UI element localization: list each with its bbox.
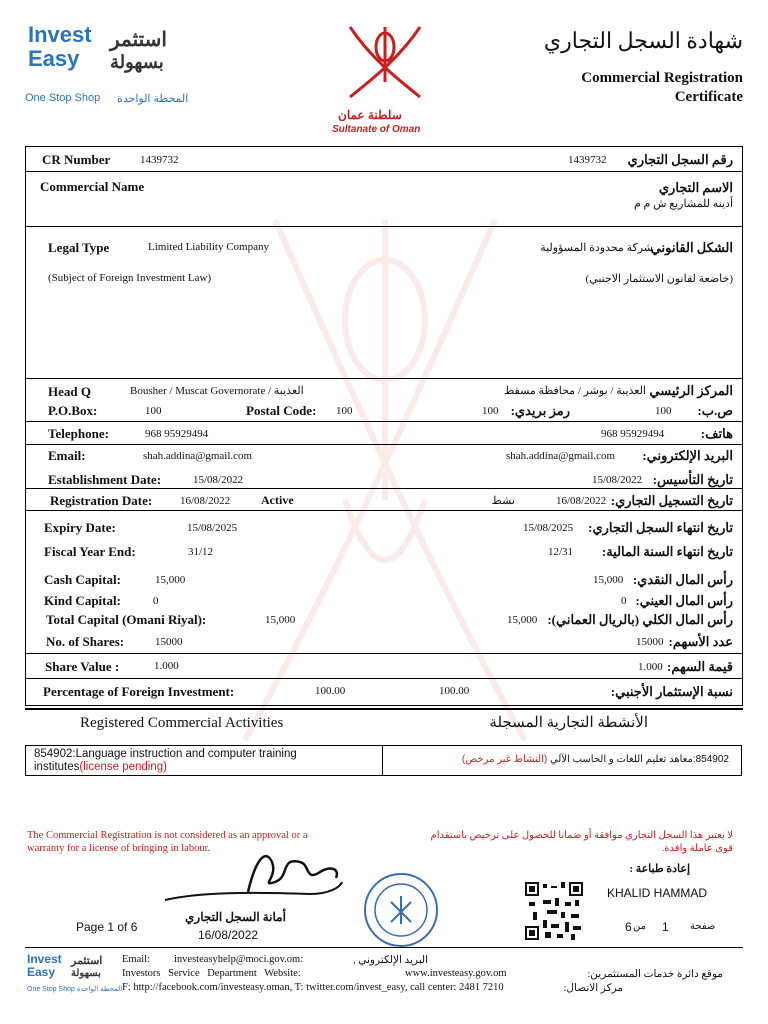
cr-number-label-ar: رقم السجل التجاري [627, 152, 733, 167]
telephone-value-ar: 968 95929494 [601, 428, 665, 440]
share-value-label-ar: قيمة السهم: [666, 659, 733, 674]
expiry-date-value-ar: 15/08/2025 [523, 522, 574, 534]
telephone-label-ar: هاتف: [700, 426, 733, 441]
email-label-ar: البريد الإلكتروني: [642, 448, 733, 463]
official-seal-icon [363, 872, 439, 948]
emblem-caption-ar: سلطنة عمان [338, 108, 402, 122]
logo-ar2: بسهولة [110, 52, 164, 72]
foreign-investment-label-ar: نسبة الإستثمار الأجنبي: [610, 684, 733, 699]
fiscal-year-value: 31/12 [188, 546, 214, 558]
disclaimer-en: The Commercial Registration is not considered as an approval or a warranty for a license of bringing in labour. [27, 830, 308, 854]
cash-capital-label-ar: رأس المال النقدي: [632, 572, 733, 587]
registration-date-label-ar: تاريخ التسجيل التجاري: [610, 493, 733, 508]
no-of-shares-value-ar: 15000 [636, 636, 664, 648]
activity-en-text: 854902:Language instruction and computer training institutes [34, 748, 297, 773]
establishment-date-label: Establishment Date: [48, 472, 162, 487]
email-value: shah.addina@gmail.com [143, 450, 253, 462]
logo-tag-en: One Stop Shop [25, 92, 101, 104]
postal-code-label-ar: رمز بريدي: [510, 403, 570, 418]
total-capital-value: 15,000 [265, 614, 296, 626]
headq-value-ar: العذيبة / بوشر / محافظة مسقط [504, 385, 646, 397]
footer-website-label: Investors Service Department Website: [122, 968, 301, 979]
title-en-line1: Commercial Registration [581, 70, 743, 86]
telephone-value: 968 95929494 [145, 428, 209, 440]
headq-value: Bousher / Muscat Governorate / العذيبة [130, 385, 304, 397]
registration-date-label: Registration Date: [50, 493, 153, 508]
footer-logo-tag-en: One Stop Shop [27, 986, 75, 993]
activities-title-en: Registered Commercial Activities [80, 715, 284, 731]
footer-logo-easy: Easy [27, 965, 56, 979]
status-active-ar: نشط [491, 495, 515, 507]
investeasy-logo [25, 22, 190, 112]
expiry-date-value: 15/08/2025 [187, 522, 238, 534]
fiscal-year-value-ar: 12/31 [548, 546, 574, 558]
telephone-label: Telephone: [48, 426, 109, 441]
legal-type-value: Limited Liability Company [148, 241, 269, 253]
cr-number-label: CR Number [42, 152, 111, 167]
kind-capital-label: Kind Capital: [44, 593, 121, 608]
footer-social[interactable]: F: http://facebook.com/investeasy.oman, T: twitter.com/invest_easy, call center: 2481 7210 [122, 982, 504, 993]
logo-easy: Easy [28, 46, 80, 71]
postal-code-label: Postal Code: [246, 403, 317, 418]
activity-ar-pending: (النشاط غير مرخص) [461, 754, 548, 765]
foreign-investment-value-ar: 100.00 [439, 685, 470, 697]
page-of-ar: من [633, 921, 646, 932]
pobox-label: P.O.Box: [48, 403, 98, 418]
commercial-name-label: Commercial Name [40, 179, 145, 194]
total-capital-label-ar: رأس المال الكلي (بالريال العماني): [547, 612, 733, 627]
page-number-en: Page 1 of 6 [76, 920, 138, 934]
status-active: Active [261, 493, 294, 507]
expiry-date-label: Expiry Date: [44, 520, 116, 535]
title-ar: شهادة السجل التجاري [543, 28, 743, 53]
establishment-date-label-ar: تاريخ التأسيس: [652, 472, 733, 487]
legal-type-value-ar: شركة محدودة المسؤولية [540, 242, 653, 254]
establishment-date-value-ar: 15/08/2022 [592, 474, 643, 486]
reprint-label-ar: إعادة طباعة : [629, 863, 690, 875]
oman-emblem-icon [335, 22, 435, 112]
legal-type-label: Legal Type [48, 240, 110, 255]
headq-label: Head Q [48, 384, 91, 399]
kind-capital-value-ar: 0 [621, 595, 627, 607]
page-label-ar: صفحة [690, 921, 716, 932]
share-value-label: Share Value : [45, 659, 120, 674]
logo-tag-ar: المحطة الواحدة [117, 93, 189, 105]
pobox-value: 100 [145, 405, 162, 417]
footer-logo-ar2: بسهولة [71, 968, 101, 979]
fiscal-year-label-ar: تاريخ انتهاء السنة المالية: [601, 544, 733, 559]
share-value-value: 1.000 [154, 660, 179, 672]
cr-number-value: 1439732 [140, 154, 179, 166]
activity-en [34, 748, 374, 774]
foreign-investment-label: Percentage of Foreign Investment: [43, 684, 235, 699]
footer-website-ar: موقع دائرة خدمات المستثمرين: [587, 969, 723, 980]
legal-note-ar: (خاضعة لقانون الاستثمار الاجنبي) [585, 273, 733, 285]
expiry-date-label-ar: تاريخ انتهاء السجل التجاري: [588, 520, 733, 535]
postal-code-value-ar: 100 [482, 405, 499, 417]
pobox-label-ar: ص.ب: [697, 403, 733, 418]
pobox-value-ar: 100 [655, 405, 672, 417]
postal-code-value: 100 [336, 405, 353, 417]
kind-capital-label-ar: رأس المال العيني: [635, 593, 733, 608]
footer-logo-tag [27, 985, 122, 993]
registration-date-value-ar: 16/08/2022 [556, 495, 607, 507]
activities-title-ar: الأنشطة التجارية المسجلة [489, 715, 648, 731]
registration-date-value: 16/08/2022 [180, 495, 231, 507]
share-value-value-ar: 1.000 [638, 661, 663, 673]
emblem-caption-en: Sultanate of Oman [332, 124, 421, 135]
total-capital-value-ar: 15,000 [507, 614, 538, 626]
activity-en-pending: (license pending) [79, 761, 167, 773]
no-of-shares-label-ar: عدد الأسهم: [668, 634, 733, 649]
no-of-shares-label: No. of Shares: [46, 634, 125, 649]
commercial-name-label-ar: الاسم التجاري [658, 180, 733, 195]
logo-invest: Invest [28, 22, 92, 47]
no-of-shares-value: 15000 [155, 636, 183, 648]
title-en-line2: Certificate [674, 89, 743, 105]
activity-ar [389, 754, 729, 765]
page-total-ar: 6 [625, 920, 632, 934]
qr-code-icon [525, 882, 583, 940]
establishment-date-value: 15/08/2022 [193, 474, 244, 486]
footer-website-value[interactable]: www.investeasy.gov.om [405, 968, 507, 979]
signature-icon [160, 842, 350, 910]
footer-logo-tag-ar: المحطة الواحدة [76, 986, 123, 993]
total-capital-label: Total Capital (Omani Riyal): [46, 612, 207, 627]
kind-capital-value: 0 [153, 595, 159, 607]
footer-logo [27, 952, 123, 1002]
cash-capital-value-ar: 15,000 [593, 574, 624, 586]
signature-date: 16/08/2022 [198, 928, 259, 942]
fiscal-year-label: Fiscal Year End: [44, 544, 136, 559]
footer-call-ar: مركز الاتصال: [563, 983, 623, 994]
activities-table [25, 745, 742, 776]
cr-number-value-ar: 1439732 [568, 154, 607, 166]
foreign-investment-value: 100.00 [315, 685, 346, 697]
footer-email-label: Email: [122, 954, 150, 965]
legal-note-en: (Subject of Foreign Investment Law) [48, 272, 212, 284]
email-label: Email: [48, 448, 86, 463]
signature-title-ar: أمانة السجل التجاري [185, 910, 286, 924]
cash-capital-label: Cash Capital: [44, 572, 121, 587]
cash-capital-value: 15,000 [155, 574, 186, 586]
emblem-watermark-icon [235, 200, 538, 760]
activity-ar-text: 854902:معاهد تعليم اللغات و الحاسب الآلي [549, 754, 729, 765]
legal-type-label-ar: الشكل القانوني [650, 240, 733, 255]
page-current-ar: 1 [662, 920, 669, 934]
reprint-name: KHALID HAMMAD [607, 886, 708, 900]
email-value-ar: shah.addina@gmail.com [506, 450, 616, 462]
footer-logo-ar1: استثمر [71, 955, 103, 967]
disclaimer-ar: لا يعتبر هذا السجل التجاري موافقة أو ضمانا للحصول على ترخيص باستقدام قوى عاملة وافدة. [430, 830, 733, 854]
footer-logo-invest: Invest [27, 952, 62, 966]
headq-label-ar: المركز الرئيسي [649, 383, 733, 398]
logo-ar1: استثمر [110, 29, 167, 51]
commercial-name-value-ar: أدينه للمشاريع ش م م [633, 198, 733, 210]
footer-email-ar: البريد الإلكتروني , [353, 955, 428, 966]
footer-email-value[interactable]: investeasyhelp@moci.gov.om: [174, 954, 304, 965]
